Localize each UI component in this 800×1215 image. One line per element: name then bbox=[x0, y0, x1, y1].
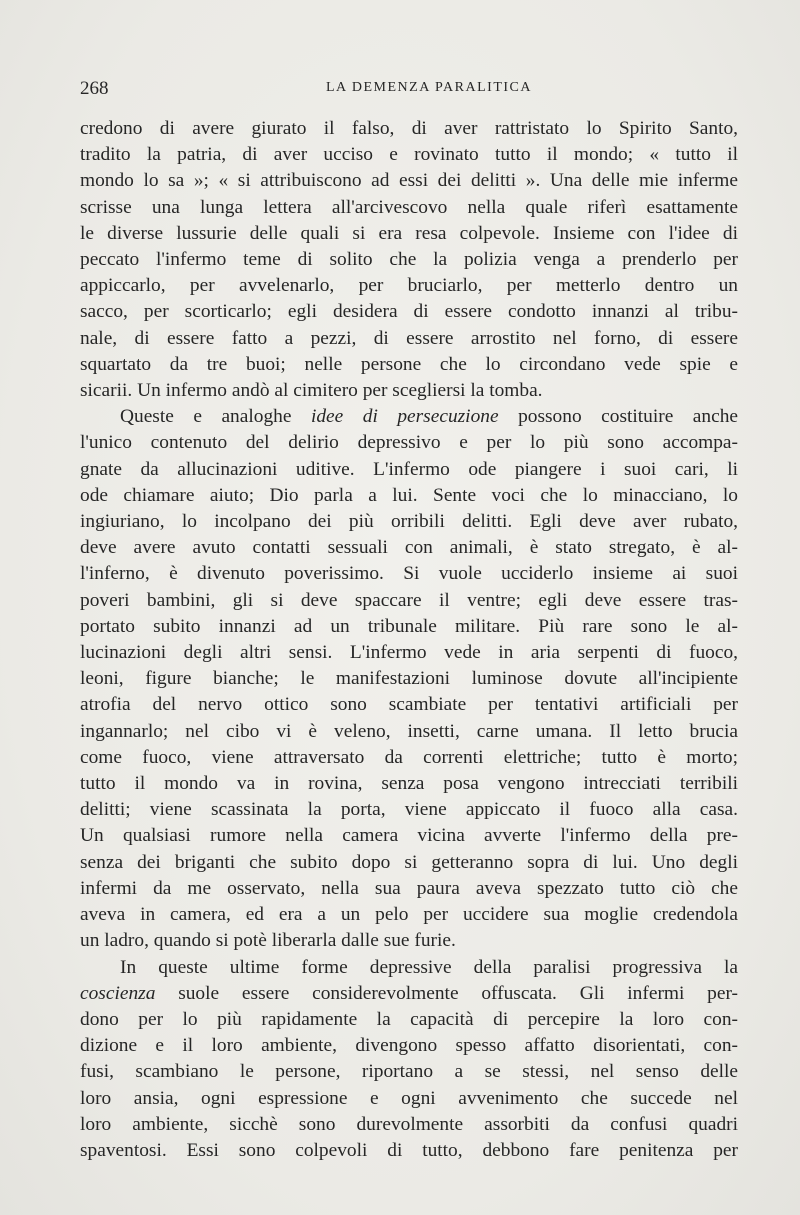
text-line: sicarii. Un infermo andò al cimitero per scegliersi la tomba. bbox=[80, 380, 543, 402]
text-line: le diverse lussurie delle quali si era resa colpevole. Insieme con l'idee di bbox=[80, 222, 738, 244]
text-line: mondo lo sa »; « si attribuiscono ad essi dei delitti ». Una delle mie inferme bbox=[80, 170, 738, 192]
text-run: suole essere considerevolmente offuscata. Gli infermi per- bbox=[155, 982, 738, 1004]
text-line: l'unico contenuto del delirio depressivo e per lo più sono accompa- bbox=[80, 432, 738, 454]
text-line: ode chiamare aiuto; Dio parla a lui. Sente voci che lo minacciano, lo bbox=[80, 484, 738, 506]
text-line: senza dei briganti che subito dopo si getteranno sopra di lui. Uno degli bbox=[80, 851, 738, 873]
text-run: possono costituire anche bbox=[498, 406, 739, 428]
text-line: leoni, figure bianche; le manifestazioni luminose dovute all'incipiente bbox=[80, 668, 738, 690]
text-line: spaventosi. Essi sono colpevoli di tutto, debbono fare penitenza per bbox=[80, 1139, 738, 1161]
text-line: un ladro, quando si potè liberarla dalle sue furie. bbox=[80, 930, 456, 952]
italic-phrase: coscienza bbox=[80, 982, 156, 1004]
text-line: infermi da me osservato, nella sua paura aveva spezzato tutto ciò che bbox=[80, 877, 738, 899]
text-line: dono per lo più rapidamente la capacità di percepire la loro con- bbox=[80, 1008, 738, 1030]
page-number: 268 bbox=[80, 78, 109, 99]
text-line: nale, di essere fatto a pezzi, di essere arrostito nel forno, di essere bbox=[80, 327, 738, 349]
text-line: squartato da tre buoi; nelle persone che lo circondano vede spie e bbox=[80, 353, 738, 375]
text-run: Queste e analoghe bbox=[120, 406, 311, 428]
text-line: deve avere avuto contatti sessuali con animali, è stato stregato, è al- bbox=[80, 537, 738, 559]
text-line: lucinazioni degli altri sensi. L'infermo vede in aria serpenti di fuoco, bbox=[80, 642, 738, 664]
text-line: appiccarlo, per avvelenarlo, per bruciarlo, per metterlo dentro un bbox=[80, 275, 738, 297]
italic-phrase: idee di persecuzione bbox=[310, 406, 499, 428]
text-line: credono di avere giurato il falso, di aver rattristato lo Spirito Santo, bbox=[80, 118, 738, 139]
text-line: dizione e il loro ambiente, divengono spesso affatto disorientati, con- bbox=[80, 1035, 738, 1057]
text-line: come fuoco, viene attraversato da correnti elettriche; tutto è morto; bbox=[80, 746, 738, 768]
text-line bbox=[80, 981, 738, 1007]
text-line: loro ambiente, sicchè sono durevolmente assorbiti da confusi quadri bbox=[80, 1113, 738, 1135]
running-head: LA DEMENZA PARALITICA bbox=[326, 80, 532, 95]
text-line: aveva in camera, ed era a un pelo per uccidere sua moglie credendola bbox=[80, 904, 738, 926]
text-line: gnate da allucinazioni uditive. L'infermo ode piangere i suoi cari, li bbox=[80, 458, 738, 480]
text-line: loro ansia, ogni espressione e ogni avvenimento che succede nel bbox=[80, 1087, 738, 1109]
body-text bbox=[80, 116, 738, 1164]
paragraph-2 bbox=[80, 404, 738, 954]
text-line: ingannarlo; nel cibo vi è veleno, insetti, carne umana. Il letto brucia bbox=[80, 720, 738, 742]
text-line: peccato l'infermo teme di solito che la polizia venga a prenderlo per bbox=[80, 249, 738, 271]
text-line: poveri bambini, gli si deve spaccare il ventre; egli deve essere tras- bbox=[80, 589, 738, 611]
text-line: In queste ultime forme depressive della paralisi progressiva la bbox=[120, 956, 738, 978]
paragraph-1 bbox=[80, 116, 738, 404]
text-line: fusi, scambiano le persone, riportano a se stessi, nel senso delle bbox=[80, 1061, 738, 1083]
paragraph-3 bbox=[80, 955, 738, 1165]
page-header bbox=[80, 78, 738, 102]
text-line: ingiuriano, lo incolpano dei più orribili delitti. Egli deve aver rubato, bbox=[80, 511, 738, 533]
text-line: scrisse una lunga lettera all'arcivescovo nella quale riferì esattamente bbox=[80, 196, 738, 218]
text-line: portato subito innanzi ad un tribunale militare. Più rare sono le al- bbox=[80, 615, 738, 637]
text-line: l'inferno, è divenuto poverissimo. Si vuole ucciderlo insieme ai suoi bbox=[80, 563, 738, 585]
text-line: Un qualsiasi rumore nella camera vicina avverte l'infermo della pre- bbox=[80, 825, 738, 847]
text-line: sacco, per scorticarlo; egli desidera di essere condotto innanzi al tribu- bbox=[80, 301, 738, 323]
text-line bbox=[80, 404, 738, 430]
text-line: atrofia del nervo ottico sono scambiate per tentativi artificiali per bbox=[80, 694, 738, 716]
text-line: tutto il mondo va in rovina, senza posa vengono intrecciati terribili bbox=[80, 773, 738, 795]
text-line: tradito la patria, di aver ucciso e rovinato tutto il mondo; « tutto il bbox=[80, 144, 738, 166]
text-line: delitti; viene scassinata la porta, viene appiccato il fuoco alla casa. bbox=[80, 799, 738, 821]
